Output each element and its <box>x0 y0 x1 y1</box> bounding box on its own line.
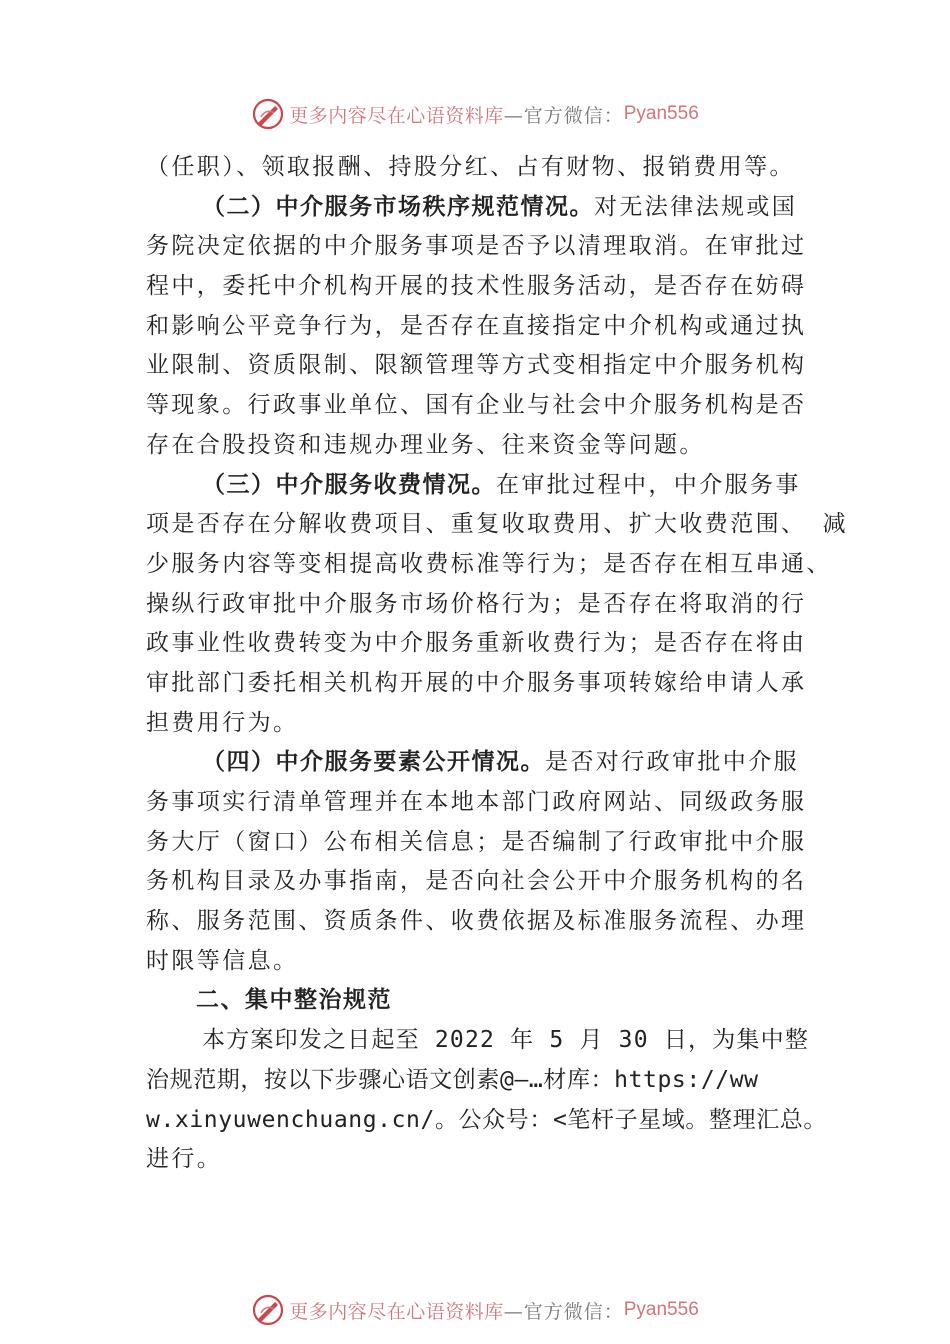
text-line: 本方案印发之日起至 2022 年 5 月 30 日，为集中整 <box>202 1027 810 1054</box>
text-line: w.xinyuwenchuang.cn/。公众号：<笔杆子星域。整理汇总。 <box>146 1106 827 1133</box>
watermark-text-wechat-id: Pyan556 <box>623 103 699 124</box>
pen-circle-logo-icon <box>251 97 285 131</box>
text-run: 对无法律法规或国 <box>594 193 798 220</box>
text-line: 业限制、资质限制、限额管理等方式变相指定中介服务机构 <box>146 352 807 379</box>
watermark-text-wechat-label: —官方微信： <box>503 1300 624 1323</box>
text-line: 治规范期，按以下步骤心语文创素@—…材库：https://ww <box>146 1066 759 1093</box>
text-run: 在审批过程中，中介服务事 <box>496 471 801 498</box>
text-line: 项是否存在分解收费项目、重复收取费用、扩大收费范围、 减 <box>146 511 849 538</box>
text-line: 政事业性收费转变为中介服务重新收费行为；是否存在将由 <box>146 630 807 657</box>
text-line: 时限等信息。 <box>146 947 299 974</box>
watermark-text-wechat-id: Pyan556 <box>623 1299 699 1320</box>
document-body <box>146 148 849 1180</box>
text-line: 务机构目录及办事指南，是否向社会公开中介服务机构的名 <box>146 868 807 895</box>
text-line: 和影响公平竞争行为，是否存在直接指定中介机构或通过执 <box>146 312 807 339</box>
text-line: 少服务内容等变相提高收费标准等行为；是否存在相互串通、 <box>146 550 832 577</box>
subheading-4: （四）中介服务要素公开情况。 <box>202 749 545 776</box>
watermark-text-wechat-label: —官方微信： <box>503 104 624 127</box>
watermark-text-library: 更多内容尽在心语资料库 <box>289 1300 504 1323</box>
watermark-header <box>0 94 950 134</box>
subheading-2: （二）中介服务市场秩序规范情况。 <box>202 193 594 220</box>
section-heading-2: 二、集中整治规范 <box>196 987 392 1014</box>
text-line: （任职）、领取报酬、持股分红、占有财物、报销费用等。 <box>146 154 795 180</box>
paragraph-3-first-line <box>146 466 826 506</box>
watermark-footer <box>0 1290 950 1330</box>
text-line: 审批部门委托相关机构开展的中介服务事项转嫁给申请人承 <box>146 669 807 696</box>
paragraph-2-first-line <box>146 188 826 228</box>
text-line: 称、服务范围、资质条件、收费依据及标准服务流程、办理 <box>146 908 807 935</box>
text-line: 操纵行政审批中介服务市场价格行为；是否存在将取消的行 <box>146 590 807 617</box>
paragraph-4-first-line <box>146 743 826 783</box>
text-line: 程中，委托中介机构开展的技术性服务活动，是否存在妨碍 <box>146 273 807 300</box>
watermark-text-library: 更多内容尽在心语资料库 <box>289 104 504 127</box>
text-line: 务大厅（窗口）公布相关信息；是否编制了行政审批中介服 <box>146 828 807 855</box>
text-line: 等现象。行政事业单位、国有企业与社会中介服务机构是否 <box>146 392 807 419</box>
pen-circle-logo-icon <box>251 1293 285 1327</box>
text-line: 进行。 <box>146 1146 223 1173</box>
text-line: 担费用行为。 <box>146 709 299 736</box>
text-line: 存在合股投资和违规办理业务、往来资金等问题。 <box>146 431 705 458</box>
text-line: 务院决定依据的中介服务事项是否予以清理取消。在审批过 <box>146 233 807 260</box>
subheading-3: （三）中介服务收费情况。 <box>202 471 496 498</box>
text-run: 是否对行政审批中介服 <box>545 749 799 776</box>
text-line: 务事项实行清单管理并在本地本部门政府网站、同级政务服 <box>146 789 807 815</box>
